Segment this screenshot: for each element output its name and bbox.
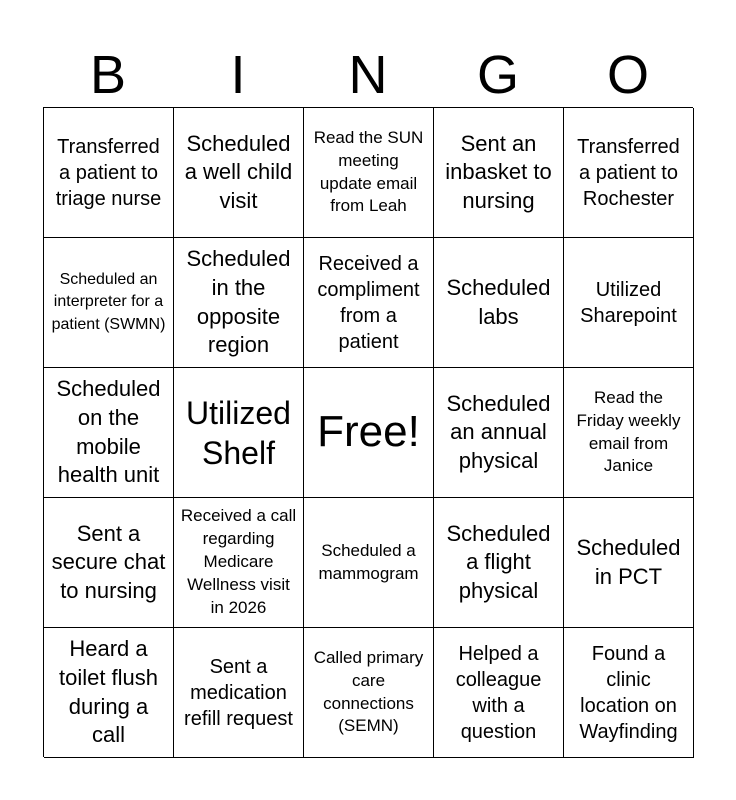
header-letter-b: B xyxy=(89,45,127,105)
cell-label: Sent an inbasket to nursing xyxy=(445,130,552,213)
bingo-cell-r2-c1[interactable] xyxy=(44,238,174,368)
cell-label: Scheduled in the opposite region xyxy=(186,246,291,358)
cell-label: Received a compliment from a patient xyxy=(317,252,420,353)
cell-label: Found a clinic location on Wayfinding xyxy=(579,642,678,743)
bingo-cell-r4-c1[interactable] xyxy=(44,498,174,628)
bingo-board xyxy=(43,107,693,757)
bingo-cell-r1-c5[interactable] xyxy=(564,108,694,238)
bingo-cell-r2-c5[interactable] xyxy=(564,238,694,368)
cell-label: Scheduled a flight physical xyxy=(446,520,551,603)
bingo-cell-r4-c3[interactable] xyxy=(304,498,434,628)
bingo-cell-r3-c4[interactable] xyxy=(434,368,564,498)
header-letter-o: O xyxy=(606,45,649,105)
bingo-cell-r4-c4[interactable] xyxy=(434,498,564,628)
cell-label: Sent a secure chat to nursing xyxy=(51,520,166,603)
bingo-cell-r5-c2[interactable] xyxy=(174,628,304,758)
bingo-cell-r2-c3[interactable] xyxy=(304,238,434,368)
bingo-cell-r4-c5[interactable] xyxy=(564,498,694,628)
cell-label: Read the Friday weekly email from Janice xyxy=(576,387,681,476)
bingo-cell-r3-c5[interactable] xyxy=(564,368,694,498)
cell-label: Utilized Shelf xyxy=(186,394,291,471)
header-letter-g: G xyxy=(476,45,519,105)
header-letter-n: N xyxy=(348,45,388,105)
cell-label: Scheduled an interpreter for a patient (SWMN) xyxy=(51,270,166,333)
cell-label: Scheduled in PCT xyxy=(576,534,681,589)
bingo-cell-r5-c3[interactable] xyxy=(304,628,434,758)
cell-label: Received a call regarding Medicare Wellness visit in 2026 xyxy=(180,506,297,617)
cell-label: Utilized Sharepoint xyxy=(580,278,677,327)
cell-label: Scheduled a well child visit xyxy=(184,130,293,213)
cell-label: Scheduled a mammogram xyxy=(318,540,419,583)
bingo-cell-r2-c4[interactable] xyxy=(434,238,564,368)
cell-label: Scheduled on the mobile health unit xyxy=(56,376,161,488)
bingo-cell-r1-c2[interactable] xyxy=(174,108,304,238)
header-letter-i: I xyxy=(230,45,246,105)
bingo-cell-r4-c2[interactable] xyxy=(174,498,304,628)
bingo-cell-r5-c1[interactable] xyxy=(44,628,174,758)
bingo-cell-r5-c4[interactable] xyxy=(434,628,564,758)
cell-label: Sent a medication refill request xyxy=(184,655,293,730)
cell-label: Called primary care connections (SEMN) xyxy=(313,647,424,736)
cell-label: Heard a toilet flush during a call xyxy=(58,636,159,748)
bingo-cell-r3-c1[interactable] xyxy=(44,368,174,498)
bingo-cell-free[interactable] xyxy=(304,368,434,498)
cell-label: Scheduled an annual physical xyxy=(446,390,551,473)
free-space-label: Free! xyxy=(317,407,420,457)
bingo-header xyxy=(43,44,693,106)
cell-label: Scheduled labs xyxy=(446,274,551,329)
bingo-cell-r1-c3[interactable] xyxy=(304,108,434,238)
cell-label: Read the SUN meeting update email from Leah xyxy=(313,127,424,216)
cell-label: Transferred a patient to triage nurse xyxy=(55,135,162,210)
bingo-cell-r1-c1[interactable] xyxy=(44,108,174,238)
cell-label: Transferred a patient to Rochester xyxy=(577,135,680,210)
bingo-cell-r2-c2[interactable] xyxy=(174,238,304,368)
bingo-cell-r1-c4[interactable] xyxy=(434,108,564,238)
bingo-cell-r3-c2[interactable] xyxy=(174,368,304,498)
cell-label: Helped a colleague with a question xyxy=(455,642,542,743)
bingo-cell-r5-c5[interactable] xyxy=(564,628,694,758)
